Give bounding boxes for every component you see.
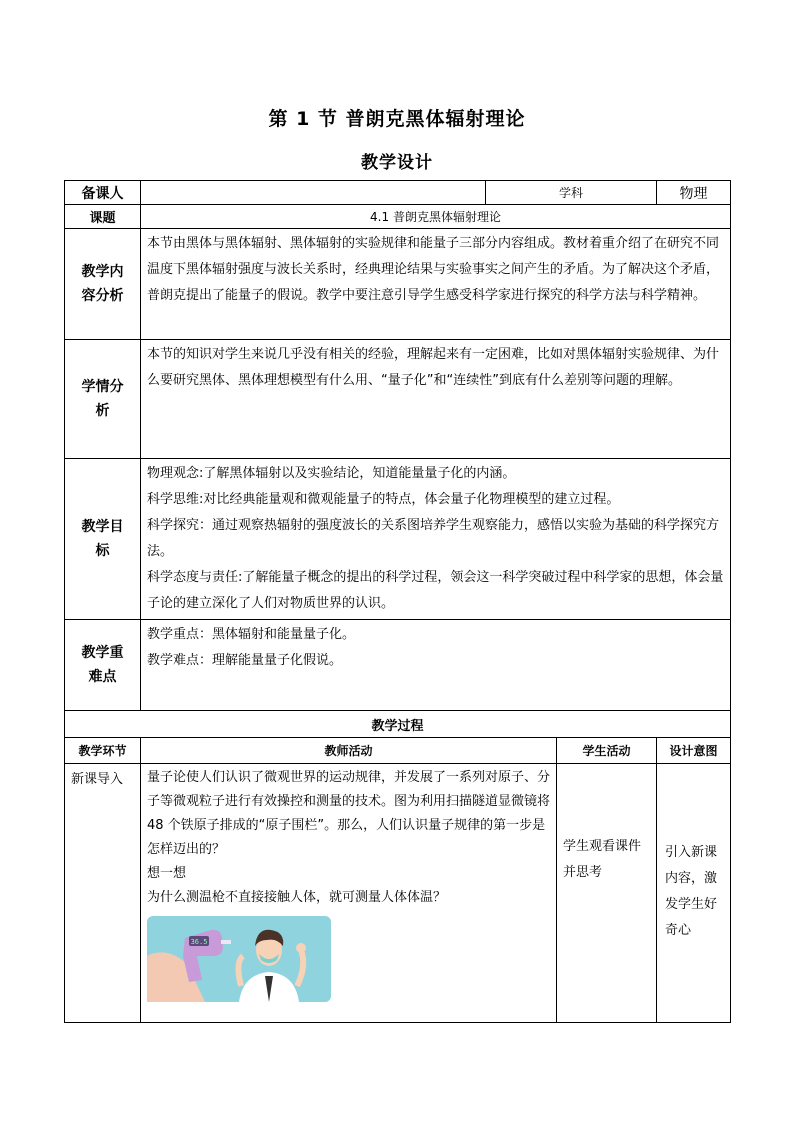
phase-cell: 新课导入 xyxy=(65,764,141,1023)
page-subtitle: 教学设计 xyxy=(361,153,433,173)
preparer-label: 备课人 xyxy=(65,181,141,205)
process-title: 教学过程 xyxy=(65,711,731,738)
teacher-activity-text: 想一想 xyxy=(147,866,187,881)
process-header-row xyxy=(65,738,731,764)
goal-item: 物理观念:了解黑体辐射以及实验结论，知道能量量子化的内涵。 xyxy=(147,466,516,481)
goal-item: 科学思维:对比经典能量观和微观能量子的特点，体会量子化物理模型的建立过程。 xyxy=(147,492,620,507)
preparer-row xyxy=(65,181,731,205)
page-title: 第 1 节 普朗克黑体辐射理论 xyxy=(268,108,526,130)
content-analysis-label: 教学内容分析 xyxy=(65,229,141,340)
col-teacher-header: 教师活动 xyxy=(141,738,557,764)
key-points-label: 教学重难点 xyxy=(65,620,141,711)
thermometer-illustration xyxy=(147,916,331,1002)
key-points-row xyxy=(65,620,731,711)
goal-item: 科学探究：通过观察热辐射的强度波长的关系图培养学生观察能力，感悟以实验为基础的科学探究方法。 xyxy=(147,518,720,559)
learner-analysis-text: 本节的知识对学生来说几乎没有相关的经验，理解起来有一定困难，比如对黑体辐射实验规律、为什么要研究黑体、黑体理想模型有什么用、“量子化”和“连续性”到底有什么差别等问题的理解。 xyxy=(141,340,731,459)
learner-analysis-label: 学情分析 xyxy=(65,340,141,459)
key-point-item: 教学重点：黑体辐射和能量量子化。 xyxy=(147,627,356,642)
teacher-activity-cell xyxy=(141,764,557,1023)
student-activity-cell: 学生观看课件并思考 xyxy=(557,764,657,1023)
subject-value: 物理 xyxy=(657,181,731,205)
teacher-activity-text: 量子论使人们认识了微观世界的运动规律，并发展了一系列对原子、分子等微观粒子进行有效操控和测量的技术。图为利用扫描隧道显微镜将48 个铁原子排成的“原子围栏”。那么，人们认识量子规律的第一步是怎样迈出的？ xyxy=(147,770,551,857)
process-title-row xyxy=(65,711,731,738)
process-row-intro xyxy=(65,764,731,1023)
preparer-value xyxy=(141,181,486,205)
col-intent-header: 设计意图 xyxy=(657,738,731,764)
goals-list xyxy=(141,459,731,620)
topic-row xyxy=(65,205,731,229)
learner-analysis-row xyxy=(65,340,731,459)
thermometer-display: 36.5 xyxy=(190,938,208,946)
key-points-list xyxy=(141,620,731,711)
col-phase-header: 教学环节 xyxy=(65,738,141,764)
teacher-activity-text: 为什么测温枪不直接接触人体，就可测量人体体温？ xyxy=(147,890,447,905)
content-analysis-row xyxy=(65,229,731,340)
content-analysis-text: 本节由黑体与黑体辐射、黑体辐射的实验规律和能量子三部分内容组成。教材着重介绍了在研究不同温度下黑体辐射强度与波长关系时，经典理论结果与实验事实之间产生的矛盾。为了解决这个矛盾，普朗克提出了能量子的假说。教学中要注意引导学生感受科学家进行探究的科学方法与科学精神。 xyxy=(141,229,731,340)
topic-label: 课题 xyxy=(65,205,141,229)
goals-label: 教学目标 xyxy=(65,459,141,620)
goal-item: 科学态度与责任:了解能量子概念的提出的科学过程，领会这一科学突破过程中科学家的思想，体会量子论的建立深化了人们对物质世界的认识。 xyxy=(147,570,724,611)
subject-label: 学科 xyxy=(486,181,657,205)
key-point-item: 教学难点：理解能量量子化假说。 xyxy=(147,653,343,668)
topic-value: 4.1 普朗克黑体辐射理论 xyxy=(141,205,731,229)
goals-row xyxy=(65,459,731,620)
lesson-plan-table xyxy=(64,180,731,1023)
design-intent-cell: 引入新课内容，激发学生好奇心 xyxy=(657,764,731,1023)
col-student-header: 学生活动 xyxy=(557,738,657,764)
